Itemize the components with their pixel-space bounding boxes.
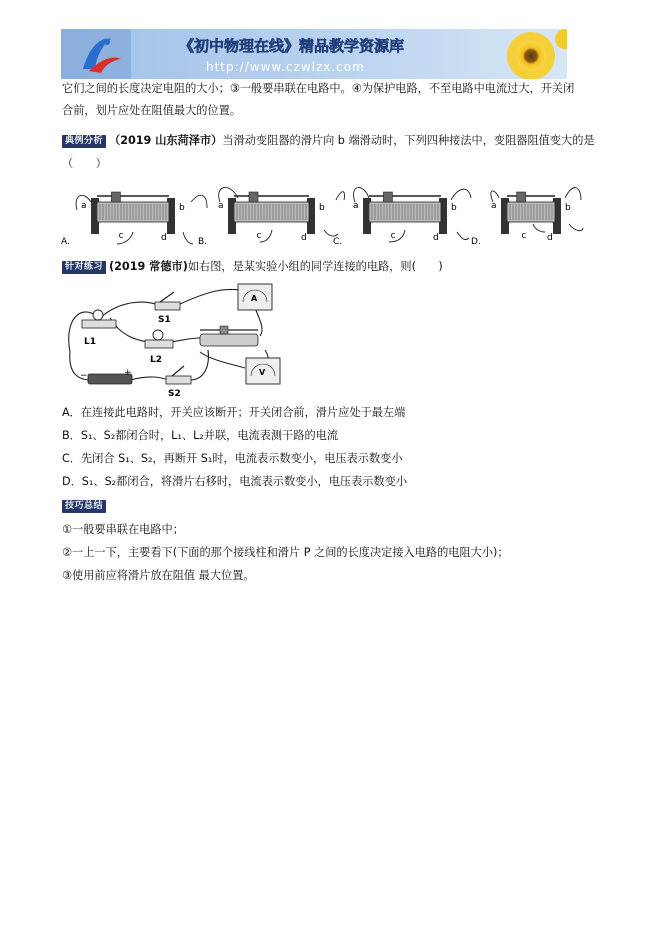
label-l1: L1 [84,337,96,347]
terminal-label-a: a [491,201,497,211]
option-label: A. [61,237,70,247]
option-label: D. [471,237,481,247]
terminal-label-d: d [547,233,553,243]
practice-question-line [62,259,443,275]
rheostat-icon [200,326,258,346]
circuit-figure [60,280,290,400]
switch-s2-icon [166,366,191,384]
rheostat-option-c [333,187,471,247]
intro-line-2: 合前，划片应处在阻值最大的位置。 [62,104,242,117]
tip-3: ③使用前应将滑片放在阻值 最大位置。 [62,569,255,582]
terminal-label-d: d [301,233,307,243]
tips-badge: 技巧总结 [62,500,106,513]
option-label: B. [198,237,208,247]
label-minus: − [80,371,88,381]
terminal-label-b: b [451,203,457,213]
choice-c: C．先闭合 S₁、S₂，再断开 S₁时，电流表示数变小，电压表示数变小 [62,452,403,465]
practice-source: (2019 常德市) [109,260,188,273]
terminal-label-d: d [433,233,439,243]
terminal-label-c: c [256,231,262,241]
bulb-l2-icon [145,330,173,348]
rheostat-option-d [471,188,583,247]
terminal-label-b: b [565,203,571,213]
terminal-label-a: a [81,201,87,211]
option-label: C. [333,237,343,247]
terminal-label-d: d [161,233,167,243]
label-l2: L2 [150,355,162,365]
choice-d: D．S₁、S₂都闭合，将滑片右移时，电流表示数变小，电压表示数变小 [62,475,408,488]
example-source: （2019 山东菏泽市） [109,134,223,147]
practice-question: 如右图，是某实验小组的同学连接的电路，则( ) [187,260,443,273]
example-question-line [62,133,595,149]
example-blank: （ ） [62,157,107,170]
choice-b: B．S₁、S₂都闭合时，L₁、L₂并联，电流表测干路的电流 [62,429,339,442]
tip-1: ①一般要串联在电路中； [62,523,184,536]
intro-line-1: 它们之间的长度决定电阻的大小；③一般要串联在电路中。④为保护电路，不至电路中电流过大，开关闭 [62,82,575,95]
label-s2: S2 [168,389,181,399]
label-s1: S1 [158,315,171,325]
terminal-label-c: c [118,231,124,241]
example-question: 当滑动变阻器的滑片向 b 端滑动时，下列四种接法中，变阻器阻值变大的是 [222,134,595,147]
rheostat-option-b [198,187,345,247]
terminal-label-a: a [353,201,359,211]
terminal-label-a: a [218,201,224,211]
label-voltmeter: V [259,368,266,377]
header-banner [61,29,567,79]
choice-a: A．在连接此电路时，开关应该断开；开关闭合前，滑片应处于最左端 [62,406,406,419]
terminal-label-b: b [179,203,185,213]
rheostat-options-figure [55,180,595,248]
switch-s1-icon [155,292,180,310]
tips-heading [62,498,109,514]
label-plus: + [124,368,132,378]
tip-2: ②一上一下，主要看下(下面的那个接线柱和滑片 P 之间的长度决定接入电路的电阻大小)； [62,546,509,559]
banner-title: 《初中物理在线》精品教学资源库 [179,37,405,55]
banner-url: http://www.czwlzx.com [206,60,365,74]
practice-badge: 针对练习 [62,261,106,274]
banner-graphic [61,29,567,79]
terminal-label-c: c [521,231,527,241]
label-ammeter: A [251,294,258,303]
terminal-label-b: b [319,203,325,213]
rheostat-option-a [61,192,207,247]
terminal-label-c: c [390,231,396,241]
example-badge: 典例分析 [62,135,106,148]
